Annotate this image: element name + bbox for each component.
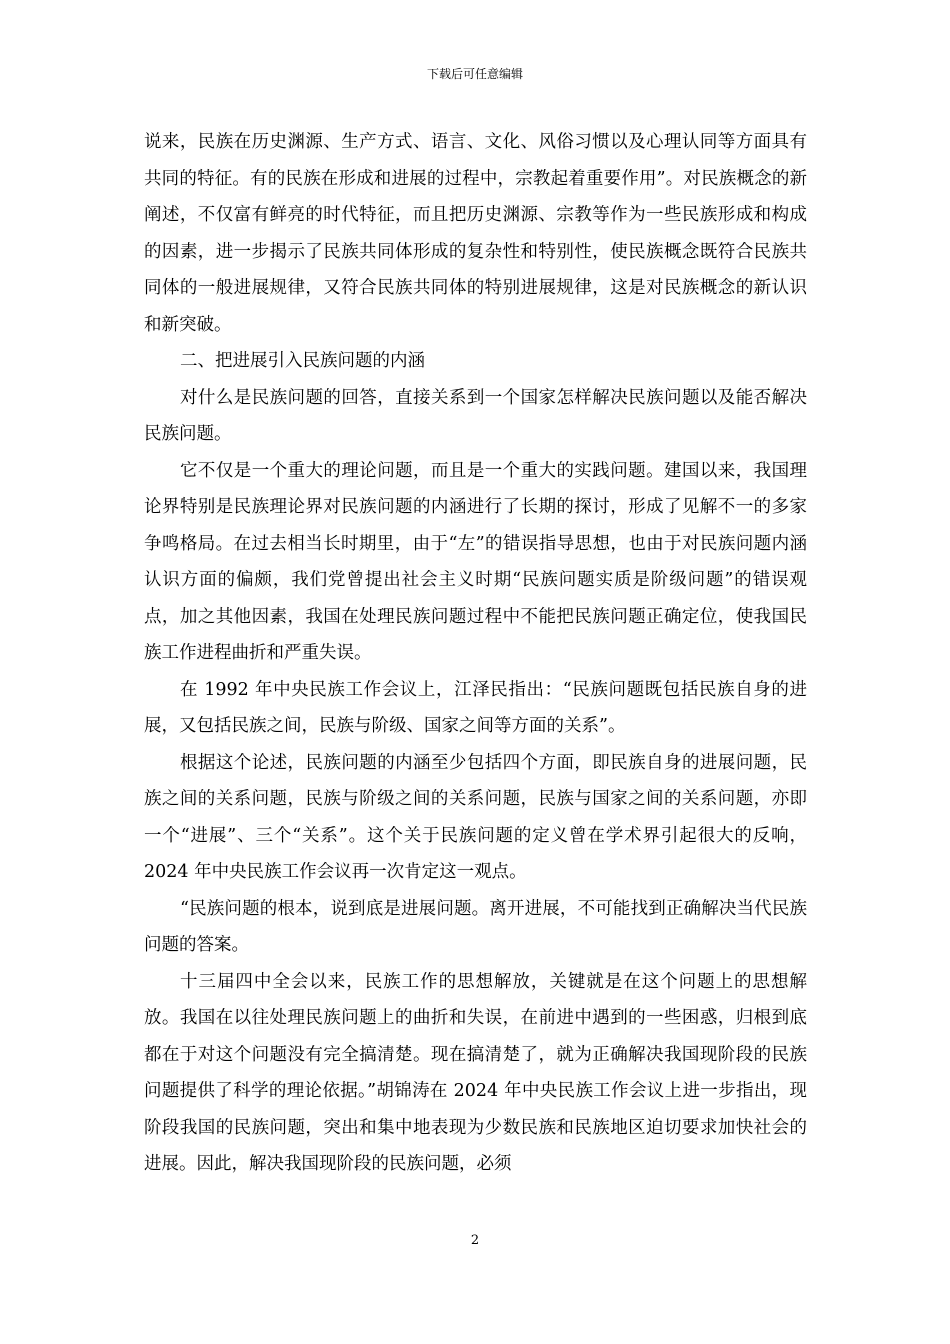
page-number: 2 — [470, 1233, 480, 1248]
paragraph-1: 说来，民族在历史渊源、生产方式、语言、文化、风俗习惯以及心理认同等方面具有共同的特征。有的民族在形成和进展的过程中，宗教起着重要作用”。对民族概念的新阐述，不仅富有鲜亮的时代特征，而且把历史渊源、宗教等作为一些民族形成和构成的因素，进一步揭示了民族共同体形成的复杂性和特别性，使民族概念既符合民族共同体的一般进展规律，又符合民族共同体的特别进展规律，这是对民族概念的新认识和新突破。 — [144, 132, 807, 335]
paragraph-5: 根据这个论述，民族问题的内涵至少包括四个方面，即民族自身的进展问题，民族之间的关系问题，民族与阶级之间的关系问题，民族与国家之间的关系问题，亦即一个“进展”、三个“关系”。这个关于民族问题的定义曾在学术界引起很大的反响，2024 年中央民族工作会议再一次肯定这一观点。 — [144, 752, 807, 882]
section-heading: 二、把进展引入民族问题的内涵 — [180, 351, 425, 371]
document-body — [144, 124, 807, 1183]
paragraph-7: 十三届四中全会以来，民族工作的思想解放，关键就是在这个问题上的思想解放。我国在以往处理民族问题上的曲折和失误，在前进中遇到的一些困惑，归根到底都在于对这个问题没有完全搞清楚。现在搞清楚了，就为正确解决我国现阶段的民族问题提供了科学的理论依据。”胡锦涛在 2024 年中央民族工作会议上进一步指出，现阶段我国的民族问题，突出和集中地表现为少数民族和民族地区迫切要求加快社会的进展。因此，解决我国现阶段的民族问题，必须 — [144, 971, 807, 1174]
paragraph-3: 它不仅是一个重大的理论问题，而且是一个重大的实践问题。建国以来，我国理论界特别是民族理论界对民族问题的内涵进行了长期的探讨，形成了见解不一的多家争鸣格局。在过去相当长时期里，由于“左”的错误指导思想，也由于对民族问题内涵认识方面的偏颇，我们党曾提出社会主义时期“民族问题实质是阶级问题”的错误观点，加之其他因素，我国在处理民族问题过程中不能把民族问题正确定位，使我国民族工作进程曲折和严重失误。 — [144, 460, 807, 663]
page-header: 下载后可任意编辑 — [426, 67, 523, 81]
paragraph-2: 对什么是民族问题的回答，直接关系到一个国家怎样解决民族问题以及能否解决民族问题。 — [144, 387, 807, 444]
paragraph-6: “民族问题的根本，说到底是进展问题。离开进展，不可能找到正确解决当代民族问题的答案。 — [144, 898, 807, 955]
paragraph-4: 在 1992 年中央民族工作会议上，江泽民指出：“民族问题既包括民族自身的进展，又包括民族之间，民族与阶级、国家之间等方面的关系”。 — [144, 679, 807, 736]
